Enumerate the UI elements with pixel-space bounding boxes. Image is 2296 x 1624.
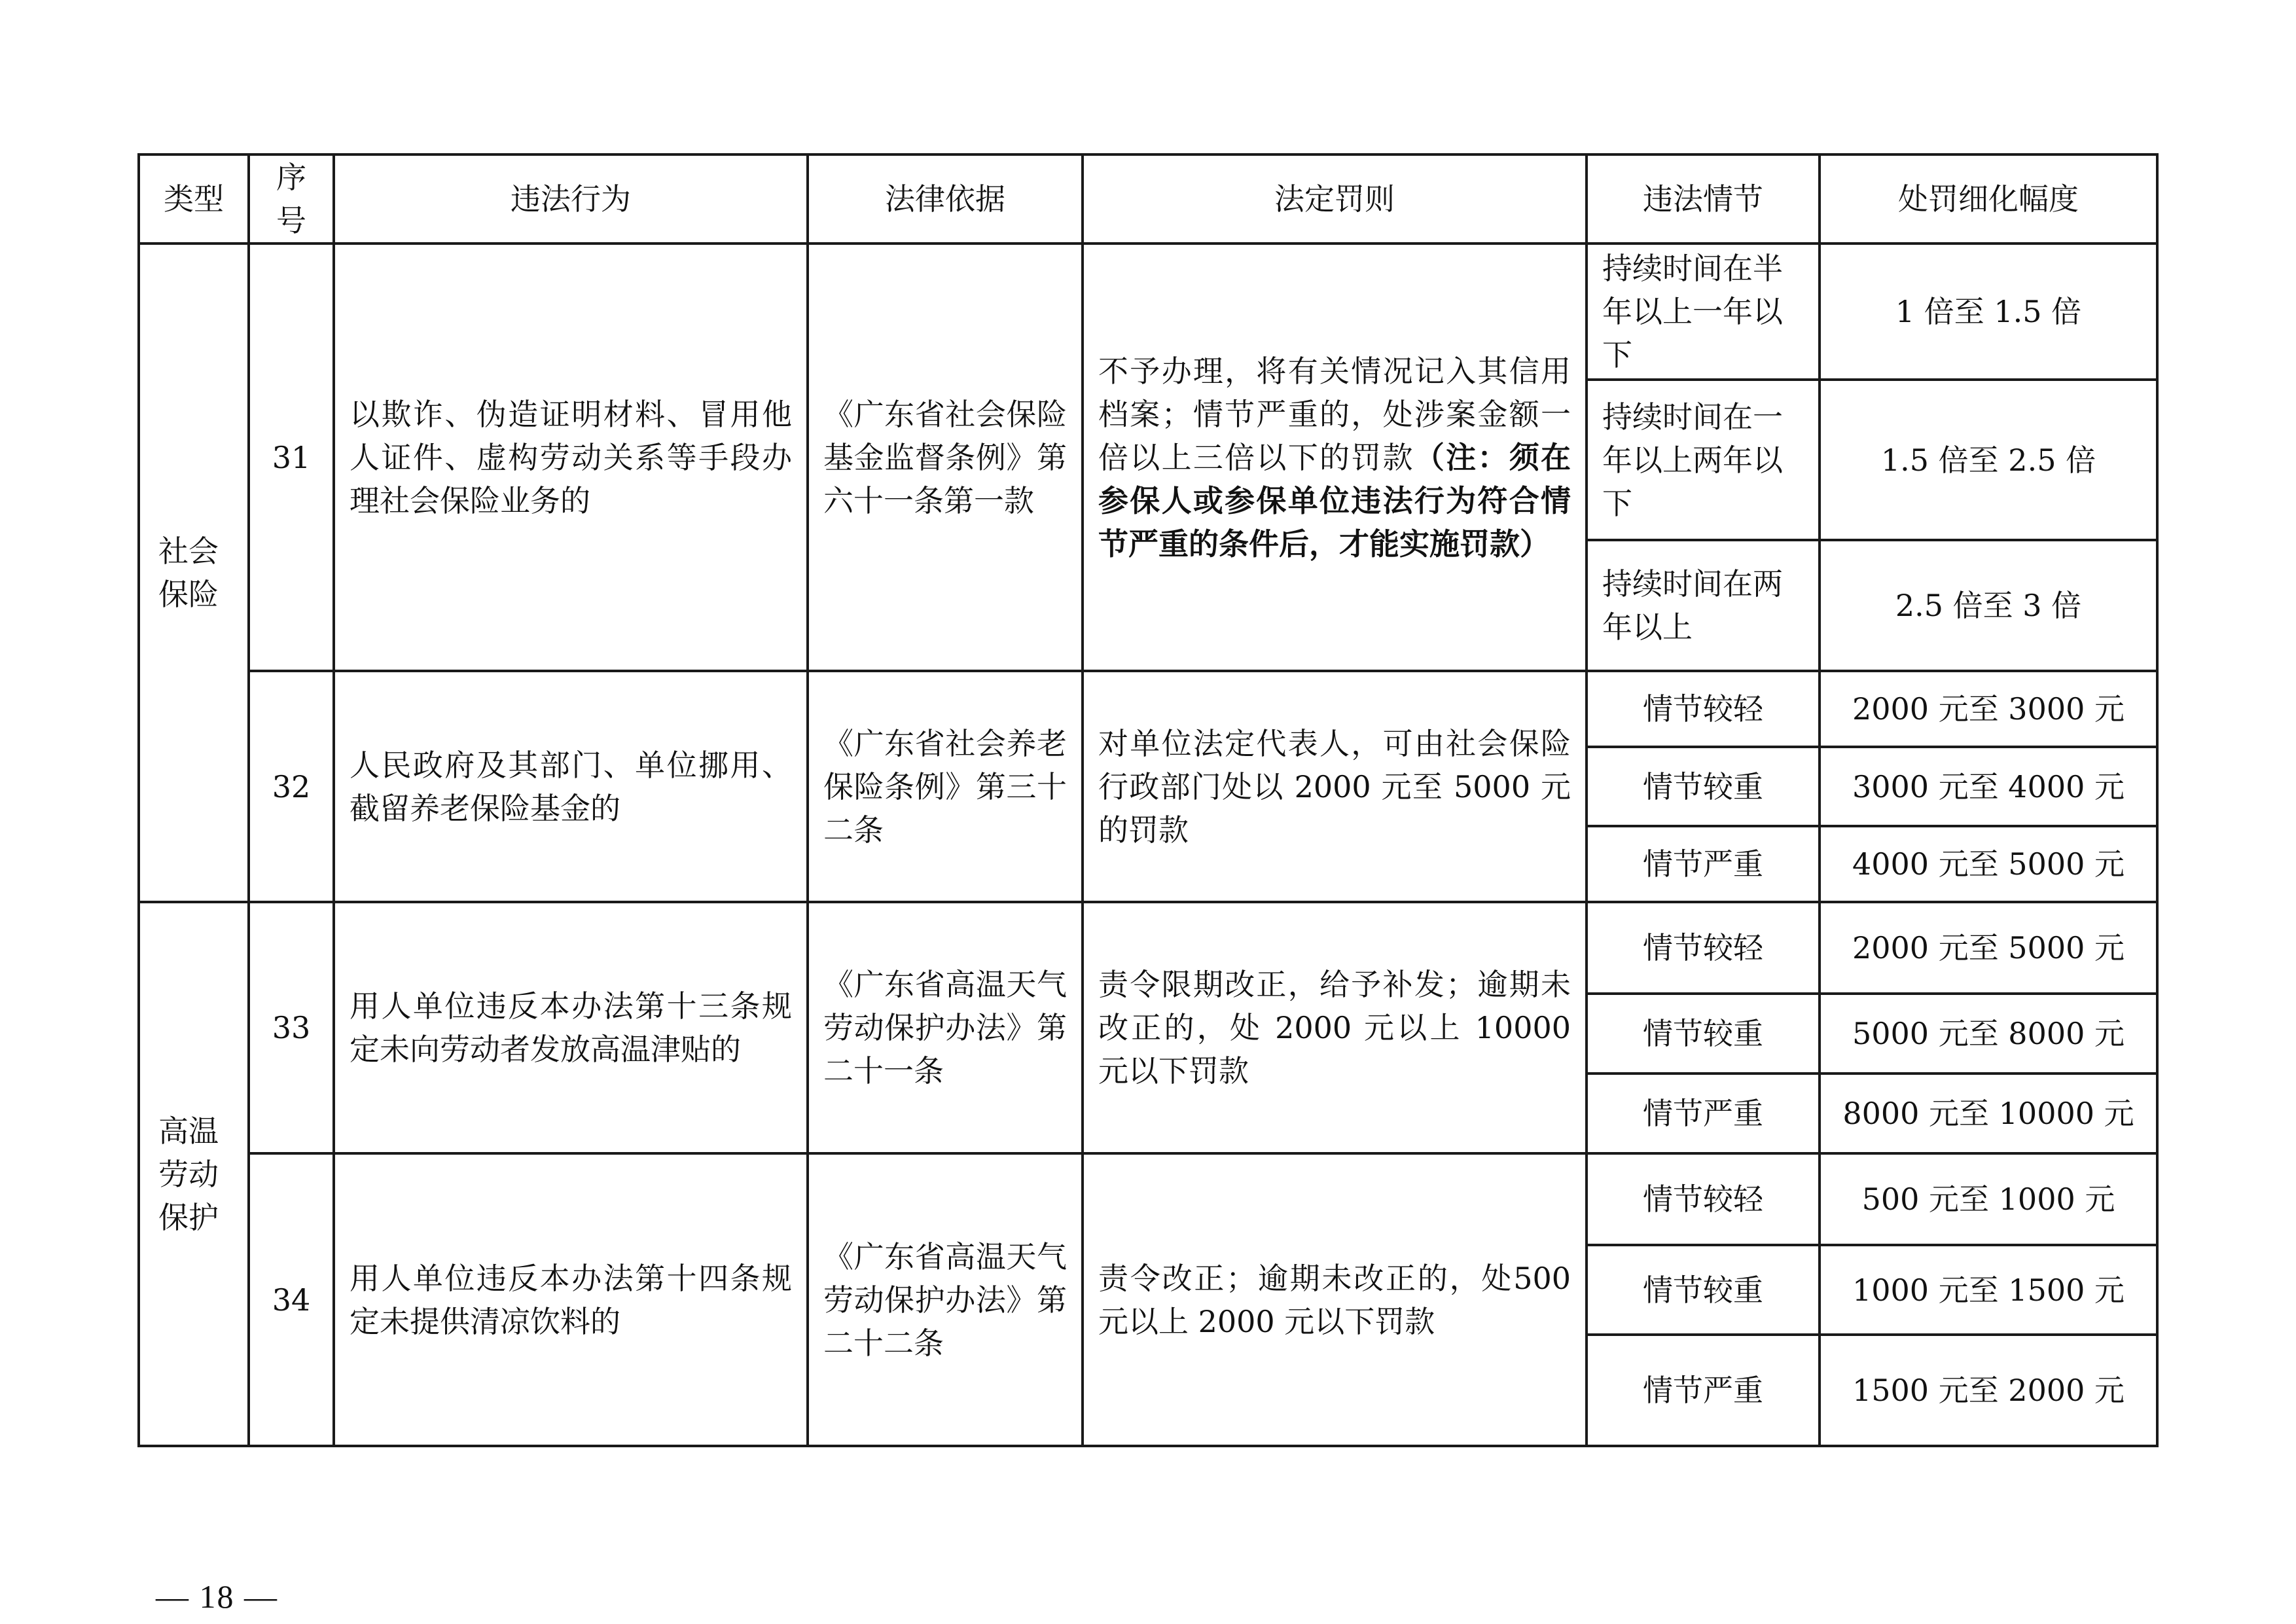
type-line: 保险 xyxy=(158,577,219,612)
header-circumstance: 违法情节 xyxy=(1587,154,1820,244)
seq-cell: 32 xyxy=(249,671,334,902)
rule-cell: 责令改正；逾期未改正的，处500 元以上 2000 元以下罚款 xyxy=(1083,1153,1587,1446)
table-row xyxy=(139,902,2157,994)
circumstance-cell: 情节较轻 xyxy=(1587,1153,1820,1245)
circumstance-cell: 情节较重 xyxy=(1587,1245,1820,1335)
range-cell: 500 元至 1000 元 xyxy=(1820,1153,2157,1245)
range-cell: 1500 元至 2000 元 xyxy=(1820,1335,2157,1446)
circumstance-cell: 持续时间在半年以上一年以下 xyxy=(1587,244,1820,380)
range-cell: 3000 元至 4000 元 xyxy=(1820,747,2157,826)
type-line: 保护 xyxy=(158,1199,219,1235)
header-type: 类型 xyxy=(139,154,249,244)
range-cell: 5000 元至 8000 元 xyxy=(1820,994,2157,1074)
rule-text: 不予办理，将有关情况记入其信用档案；情节严重的，处涉案金额一倍以上三倍以下的罚款 xyxy=(1098,353,1571,475)
range-cell: 2000 元至 5000 元 xyxy=(1820,902,2157,994)
circumstance-cell: 持续时间在一年以上两年以下 xyxy=(1587,380,1820,540)
circumstance-cell: 情节严重 xyxy=(1587,1074,1820,1153)
range-cell: 2000 元至 3000 元 xyxy=(1820,671,2157,747)
circumstance-cell: 持续时间在两年以上 xyxy=(1587,540,1820,671)
penalty-table xyxy=(137,153,2159,1447)
behavior-cell: 用人单位违反本办法第十四条规定未提供清凉饮料的 xyxy=(334,1153,808,1446)
table-row xyxy=(139,244,2157,380)
rule-note: （注：须在参保人或参保单位违法行为符合情节严重的条件后，才能实施罚款） xyxy=(1098,439,1571,562)
seq-cell: 34 xyxy=(249,1153,334,1446)
type-line: 高温 xyxy=(158,1113,219,1149)
basis-cell: 《广东省社会养老保险条例》第三十二条 xyxy=(808,671,1083,902)
rule-cell: 对单位法定代表人，可由社会保险行政部门处以 2000 元至 5000 元的罚款 xyxy=(1083,671,1587,902)
seq-cell: 31 xyxy=(249,244,334,671)
range-cell: 2.5 倍至 3 倍 xyxy=(1820,540,2157,671)
circumstance-cell: 情节较重 xyxy=(1587,994,1820,1074)
table-header-row xyxy=(139,154,2157,244)
rule-cell xyxy=(1083,244,1587,671)
header-basis: 法律依据 xyxy=(808,154,1083,244)
range-cell: 1.5 倍至 2.5 倍 xyxy=(1820,380,2157,540)
circumstance-cell: 情节严重 xyxy=(1587,826,1820,902)
rule-cell: 责令限期改正，给予补发；逾期未改正的，处 2000 元以上 10000 元以下罚款 xyxy=(1083,902,1587,1153)
basis-cell: 《广东省社会保险基金监督条例》第六十一条第一款 xyxy=(808,244,1083,671)
type-line: 劳动 xyxy=(158,1156,219,1192)
behavior-cell: 用人单位违反本办法第十三条规定未向劳动者发放高温津贴的 xyxy=(334,902,808,1153)
header-rule: 法定罚则 xyxy=(1083,154,1587,244)
circumstance-cell: 情节较轻 xyxy=(1587,671,1820,747)
header-seq: 序号 xyxy=(249,154,334,244)
type-cell-social-insurance xyxy=(139,244,249,902)
table-row xyxy=(139,671,2157,747)
type-line: 社会 xyxy=(158,533,219,569)
range-cell: 1 倍至 1.5 倍 xyxy=(1820,244,2157,380)
circumstance-cell: 情节严重 xyxy=(1587,1335,1820,1446)
range-cell: 4000 元至 5000 元 xyxy=(1820,826,2157,902)
circumstance-cell: 情节较轻 xyxy=(1587,902,1820,994)
behavior-cell: 以欺诈、伪造证明材料、冒用他人证件、虚构劳动关系等手段办理社会保险业务的 xyxy=(334,244,808,671)
header-range: 处罚细化幅度 xyxy=(1820,154,2157,244)
seq-cell: 33 xyxy=(249,902,334,1153)
range-cell: 1000 元至 1500 元 xyxy=(1820,1245,2157,1335)
behavior-cell: 人民政府及其部门、单位挪用、截留养老保险基金的 xyxy=(334,671,808,902)
basis-cell: 《广东省高温天气劳动保护办法》第二十一条 xyxy=(808,902,1083,1153)
circumstance-cell: 情节较重 xyxy=(1587,747,1820,826)
page-number: — 18 — xyxy=(156,1578,278,1615)
range-cell: 8000 元至 10000 元 xyxy=(1820,1074,2157,1153)
header-behavior: 违法行为 xyxy=(334,154,808,244)
type-cell-high-temp xyxy=(139,902,249,1446)
table-row xyxy=(139,1153,2157,1245)
basis-cell: 《广东省高温天气劳动保护办法》第二十二条 xyxy=(808,1153,1083,1446)
